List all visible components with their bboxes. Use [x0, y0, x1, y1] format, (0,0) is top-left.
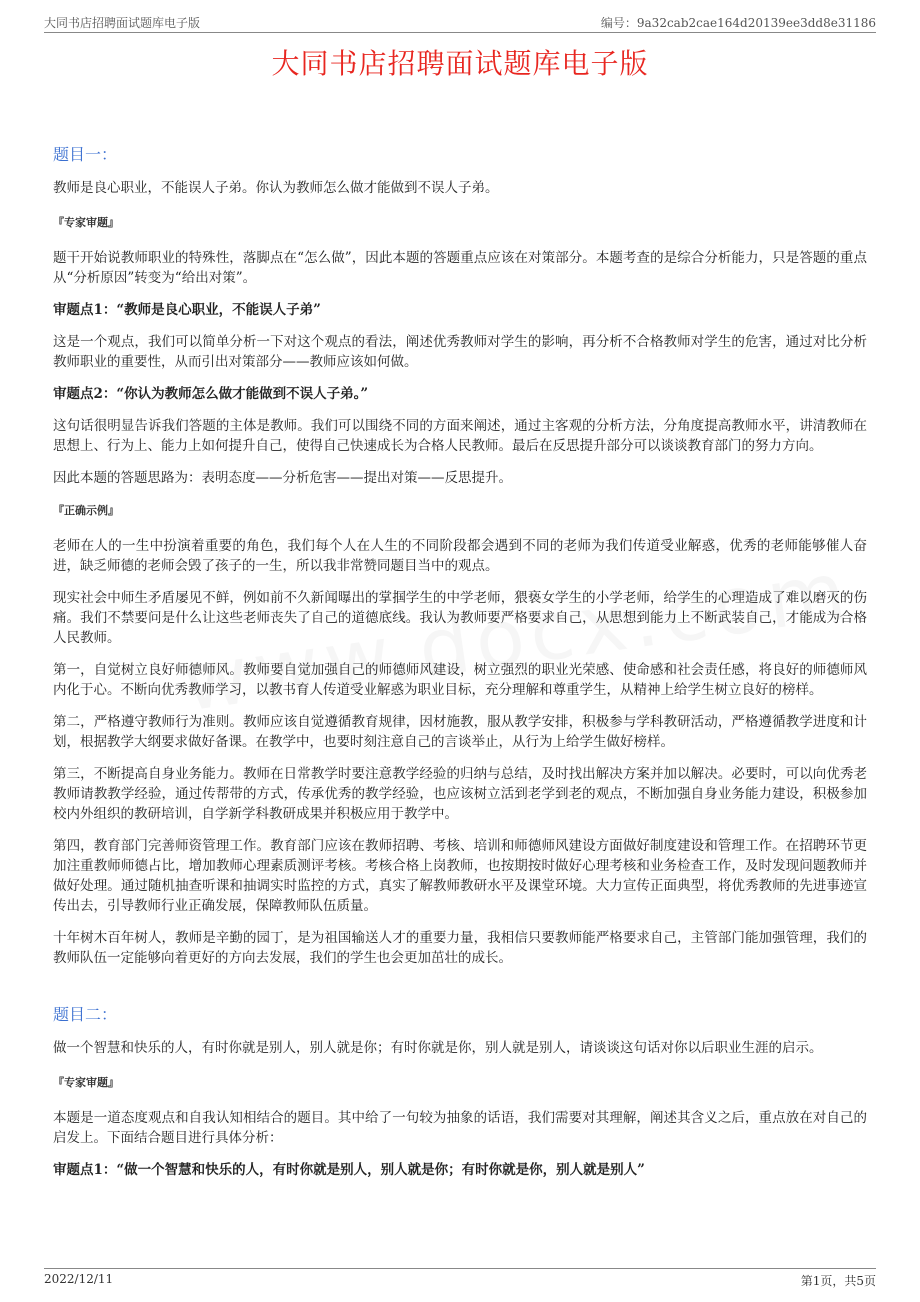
correct-example-label: 『正确示例』 — [53, 504, 119, 517]
answer-approach: 因此本题的答题思路为：表明态度——分析危害——提出对策——反思提升。 — [53, 470, 512, 486]
review-point-2-text: 这句话很明显告诉我们答题的主体是教师。我们可以围绕不同的方面来阐述，通过主客观的分析方法，分角度提高教师水平，讲清教师在思想上、行为上、能力上如何提升自己，使得自己快速成长为合格人民教师。最后在反思提升部分可以谈谈教育部门的努力方向。 — [53, 418, 867, 454]
header-doc-id: 编号：9a32cab2cae164d20139ee3dd8e31186 — [600, 16, 876, 30]
question-2-text: 做一个智慧和快乐的人，有时你就是别人，别人就是你；有时你就是你，别人就是别人，请谈谈这句话对你以后职业生涯的启示。 — [53, 1040, 823, 1056]
example-paragraph-6: 第四，教育部门完善师资管理工作。教育部门应该在教师招聘、考核、培训和师德师风建设方面做好制度建设和管理工作。在招聘环节更加注重教师师德占比，增加教师心理素质测评考核。考核合格上岗教师，也按期按时做好心理考核和业务检查工作，及时发现问题教师并做好处理。通过随机抽查听课和抽调实时监控的方式，真实了解教师教研水平及课堂环境。大力宣传正面典型，将优秀教师的先进事迹宣传出去，引导教师行业正确发展，保障教师队伍质量。 — [53, 838, 867, 914]
expert-review-text-2: 本题是一道态度观点和自我认知相结合的题目。其中给了一句较为抽象的话语，我们需要对其理解，阐述其含义之后，重点放在对自己的启发上。下面结合题目进行具体分析： — [53, 1110, 867, 1146]
expert-review-text: 题干开始说教师职业的特殊性，落脚点在“怎么做”，因此本题的答题重点应该在对策部分。本题考查的是综合分析能力，只是答题的重点从“分析原因”转变为“给出对策”。 — [53, 250, 867, 286]
footer-page-number: 第1页，共5页 — [800, 1274, 876, 1288]
header-doc-name: 大同书店招聘面试题库电子版 — [44, 16, 201, 30]
example-paragraph-7: 十年树木百年树人，教师是辛勤的园丁，是为祖国输送人才的重要力量，我相信只要教师能严格要求自己，主管部门能加强管理，我们的教师队伍一定能够向着更好的方向去发展，我们的学生也会更加茁壮的成长。 — [53, 930, 867, 966]
review-point-1-text: 这是一个观点，我们可以简单分析一下对这个观点的看法，阐述优秀教师对学生的影响，再分析不合格教师对学生的危害，通过对比分析教师职业的重要性，从而引出对策部分——教师应该如何做。 — [53, 334, 867, 370]
document-title: 大同书店招聘面试题库电子版 — [271, 47, 649, 80]
document-body — [53, 140, 867, 1180]
example-paragraph-1: 老师在人的一生中扮演着重要的角色，我们每个人在人生的不同阶段都会遇到不同的老师为我们传道受业解惑，优秀的老师能够催人奋进，缺乏师德的老师会毁了孩子的一生，所以我非常赞同题目当中的观点。 — [53, 538, 867, 574]
page-footer — [44, 1268, 876, 1289]
page-header — [44, 12, 876, 33]
question-2-label: 题目二： — [53, 1005, 118, 1024]
example-paragraph-4: 第二，严格遵守教师行为准则。教师应该自觉遵循教育规律，因材施教，服从教学安排，积极参与学科教研活动，严格遵循教学进度和计划，根据教学大纲要求做好备课。在教学中，也要时刻注意自己的言谈举止，从行为上给学生做好榜样。 — [53, 714, 867, 750]
example-paragraph-3: 第一，自觉树立良好师德师风。教师要自觉加强自己的师德师风建设，树立强烈的职业光荣感、使命感和社会责任感，将良好的师德师风内化于心。不断向优秀教师学习，以教书育人传道受业解惑为职业目标，充分理解和尊重学生，从精神上给学生树立良好的榜样。 — [53, 662, 867, 698]
expert-review-label: 『专家审题』 — [53, 216, 119, 229]
expert-review-label-2: 『专家审题』 — [53, 1076, 119, 1089]
review-point-1-title: 审题点1：“教师是良心职业，不能误人子弟” — [53, 302, 321, 318]
question-1-text: 教师是良心职业，不能误人子弟。你认为教师怎么做才能做到不误人子弟。 — [53, 180, 499, 196]
example-paragraph-5: 第三，不断提高自身业务能力。教师在日常教学时要注意教学经验的归纳与总结，及时找出解决方案并加以解决。必要时，可以向优秀老教师请教教学经验，通过传帮带的方式，传承优秀的教学经验，也应该树立活到老学到老的观点，不断加强自身业务能力建设，积极参加校内外组织的教研培训，自学新学科教研成果并积极应用于教学中。 — [53, 766, 867, 822]
question-1-label: 题目一： — [53, 145, 118, 164]
review-point-2-title: 审题点2：“你认为教师怎么做才能做到不误人子弟。” — [53, 386, 369, 402]
q2-review-point-1-title: 审题点1：“做一个智慧和快乐的人，有时你就是别人，别人就是你；有时你就是你，别人就是别人” — [53, 1162, 645, 1178]
example-paragraph-2: 现实社会中师生矛盾屡见不鲜，例如前不久新闻曝出的掌掴学生的中学老师，猥亵女学生的小学老师，给学生的心理造成了难以磨灭的伤痛。我们不禁要问是什么让这些老师丧失了自己的道德底线。我认为教师要严格要求自己，从思想到能力上不断武装自己，才能成为合格人民教师。 — [53, 590, 867, 646]
footer-date: 2022/12/11 — [44, 1272, 114, 1286]
